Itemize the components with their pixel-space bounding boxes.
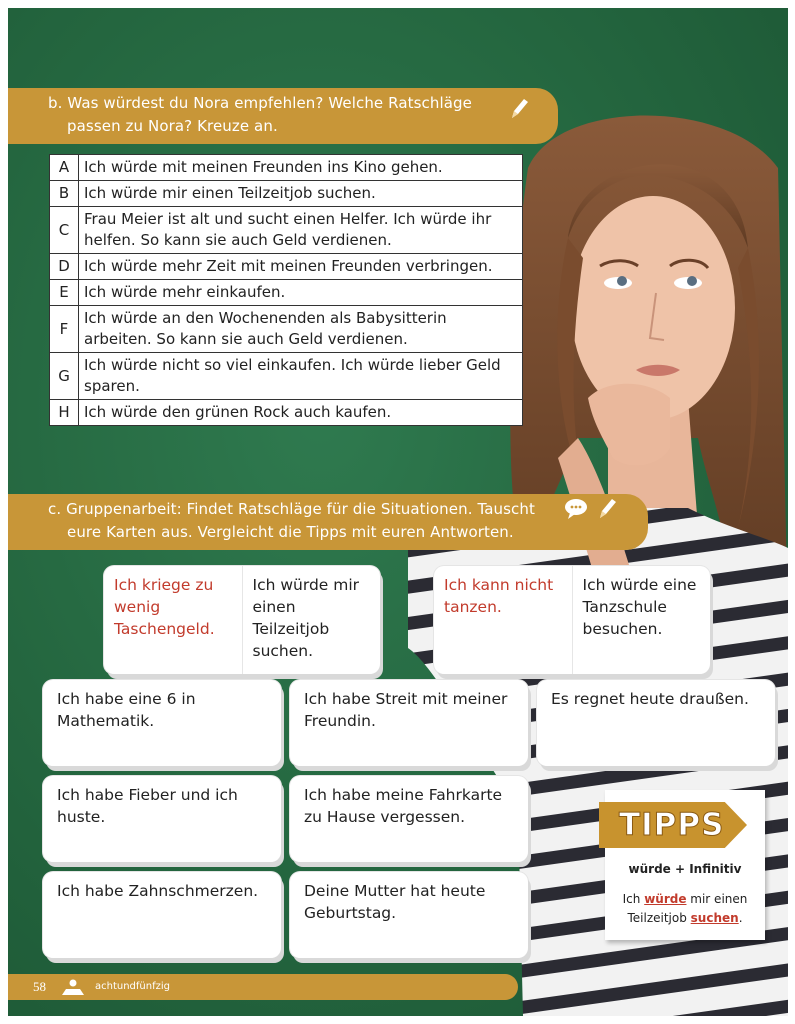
exercise-c-prompt-line2: eure Karten aus. Vergleicht die Tipps mit euren Antworten. [67,523,514,541]
exercise-b-prompt-line2: passen zu Nora? Kreuze an. [67,117,278,135]
page-number: 58 [33,979,46,994]
option-text: Ich würde mit meinen Freunden ins Kino gehen. [79,155,523,181]
situation-card: Ich habe meine Fahrkarte zu Hause vergessen. [290,776,528,862]
speech-bubbles-icon [564,496,594,522]
tipps-example [605,890,765,928]
option-text: Ich würde den grünen Rock auch kaufen. [79,400,523,426]
example-card-advice: Ich würde mir einen Teilzeitjob suchen. [252,576,360,660]
example-card-advice: Ich würde eine Tanzschule besuchen. [582,576,697,638]
option-text: Ich würde mir einen Teilzeitjob suchen. [79,181,523,207]
situation-card: Deine Mutter hat heute Geburtstag. [290,872,528,958]
option-key: C [50,207,79,254]
situation-card: Es regnet heute draußen. [537,680,775,766]
exercise-b-prompt-line1: b. Was würdest du Nora empfehlen? Welche Ratschläge [48,94,472,112]
tipps-example-text: . [738,911,743,925]
example-card-problem: Ich kann nicht tanzen. [434,566,573,674]
option-row[interactable] [50,400,523,426]
page-footer [8,974,518,1000]
chalkboard-page [8,8,788,1016]
book-reader-icon [60,977,86,997]
option-key: A [50,155,79,181]
tipps-example-text: mir einen [686,892,748,906]
tipps-box [605,790,765,940]
pencil-icon [596,496,618,522]
option-text: Ich würde an den Wochenenden als Babysitterin arbeiten. So kann sie auch Geld verdienen. [79,306,523,353]
option-key: D [50,254,79,280]
option-text: Ich würde mehr einkaufen. [79,280,523,306]
exercise-b-banner [8,88,558,144]
advice-options-table [49,154,523,426]
option-key: G [50,353,79,400]
option-text: Ich würde mehr Zeit mit meinen Freunden verbringen. [79,254,523,280]
situation-card: Ich habe Zahnschmerzen. [43,872,281,958]
tipps-title: würde + Infinitiv [628,862,742,876]
tipps-example-text: Teilzeitjob [627,911,691,925]
option-row[interactable] [50,306,523,353]
option-row[interactable] [50,181,523,207]
example-card-problem: Ich kriege zu wenig Taschengeld. [104,566,243,674]
page-number-word: achtundfünfzig [95,981,170,992]
option-row[interactable] [50,254,523,280]
option-key: B [50,181,79,207]
situation-card: Ich habe Fieber und ich huste. [43,776,281,862]
tipps-example-text: Ich [622,892,645,906]
tipps-highlight-suchen: suchen [690,911,739,925]
option-row[interactable] [50,353,523,400]
option-key: E [50,280,79,306]
option-row[interactable] [50,155,523,181]
exercise-c-banner [8,494,648,550]
situation-card: Ich habe Streit mit meiner Freundin. [290,680,528,766]
exercise-c-prompt-line1: c. Gruppenarbeit: Findet Ratschläge für die Situationen. Tauscht [48,500,535,518]
example-card-2 [434,566,710,674]
tipps-label: TIPPS [619,807,725,843]
pencil-icon [508,96,530,122]
option-key: H [50,400,79,426]
situation-card: Ich habe eine 6 in Mathematik. [43,680,281,766]
option-row[interactable] [50,207,523,254]
example-card-1 [104,566,380,674]
tipps-highlight-wuerde: würde [644,892,687,906]
option-key: F [50,306,79,353]
option-text: Frau Meier ist alt und sucht einen Helfer. Ich würde ihr helfen. So kann sie auch Geld verdienen. [79,207,523,254]
option-text: Ich würde nicht so viel einkaufen. Ich würde lieber Geld sparen. [79,353,523,400]
option-row[interactable] [50,280,523,306]
